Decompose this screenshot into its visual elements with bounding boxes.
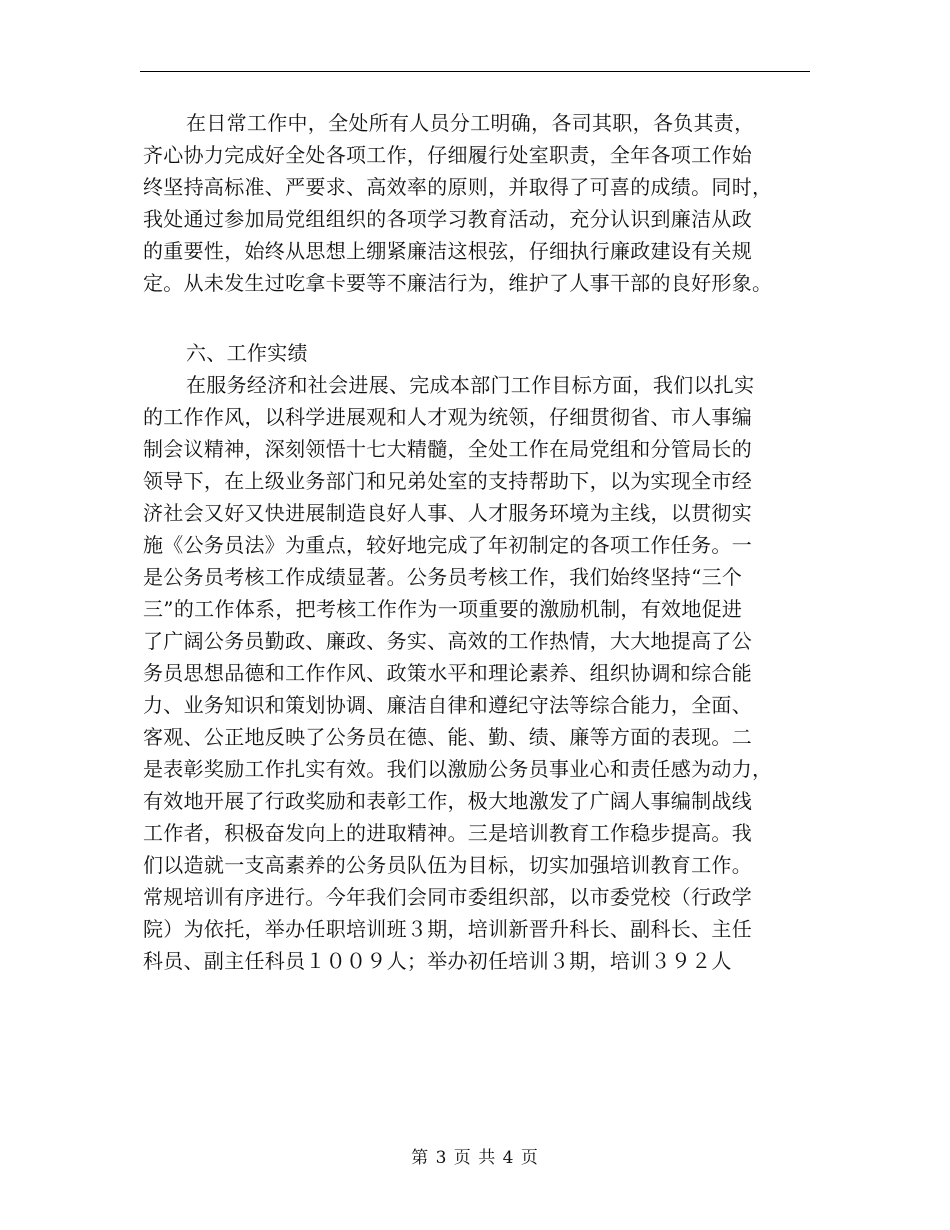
text-line: 们以造就一支高素养的公务员队伍为目标，切实加强培训教育工作。: [143, 853, 752, 877]
text-line: 务员思想品德和工作作风、政策水平和理论素养、组织协调和综合能: [143, 661, 752, 685]
text-line: 了广阔公务员勤政、廉政、务实、高效的工作热情，大大地提高了公: [143, 629, 752, 653]
text-line: 是表彰奖励工作扎实有效。我们以激励公务员事业心和责任感为动力，: [143, 757, 773, 781]
section-heading: 六、工作实绩: [186, 341, 308, 365]
text-line: 终坚持高标准、严要求、高效率的原则，并取得了可喜的成绩。同时，: [143, 175, 773, 199]
text-line: 有效地开展了行政奖励和表彰工作，极大地激发了广阔人事编制战线: [143, 789, 752, 813]
text-line: 三”的工作体系，把考核工作作为一项重要的激励机制，有效地促进: [143, 597, 743, 621]
text-line: 的重要性，始终从思想上绷紧廉洁这根弦，仔细执行廉政建设有关规: [143, 239, 752, 263]
text-line: 院）为依托，举办任职培训班３期，培训新晋升科长、副科长、主任: [143, 917, 752, 941]
text-line: 领导下，在上级业务部门和兄弟处室的支持帮助下，以为实现全市经: [143, 469, 752, 493]
text-line: 制会议精神，深刻领悟十七大精髓，全处工作在局党组和分管局长的: [143, 437, 752, 461]
text-line: 我处通过参加局党组组织的各项学习教育活动，充分认识到廉洁从政: [143, 207, 752, 231]
header-rule: [140, 71, 810, 72]
text-line: 客观、公正地反映了公务员在德、能、勤、绩、廉等方面的表现。二: [143, 725, 752, 749]
text-line: 是公务员考核工作成绩显著。公务员考核工作，我们始终坚持“三个: [143, 565, 743, 589]
text-line: 力、业务知识和策划协调、廉洁自律和遵纪守法等综合能力，全面、: [143, 693, 752, 717]
text-line: 的工作作风，以科学进展观和人才观为统领，仔细贯彻省、市人事编: [143, 405, 752, 429]
text-line: 齐心协力完成好全处各项工作，仔细履行处室职责，全年各项工作始: [143, 143, 752, 167]
text-line: 济社会又好又快进展制造良好人事、人才服务环境为主线，以贯彻实: [143, 501, 752, 525]
text-line: 施《公务员法》为重点，较好地完成了年初制定的各项工作任务。一: [143, 533, 752, 557]
text-line: 科员、副主任科员１００９人；举办初任培训３期，培训３９２人: [143, 949, 732, 973]
text-line: 常规培训有序进行。今年我们会同市委组织部，以市委党校（行政学: [143, 885, 752, 909]
text-line: 定。从未发生过吃拿卡要等不廉洁行为，维护了人事干部的良好形象。: [143, 271, 773, 295]
text-line: 在日常工作中，全处所有人员分工明确，各司其职，各负其责，: [186, 111, 755, 135]
page-footer: 第 3 页 共 4 页: [411, 1148, 539, 1168]
text-line: 在服务经济和社会进展、完成本部门工作目标方面，我们以扎实: [186, 373, 755, 397]
text-line: 工作者，积极奋发向上的进取精神。三是培训教育工作稳步提高。我: [143, 821, 752, 845]
